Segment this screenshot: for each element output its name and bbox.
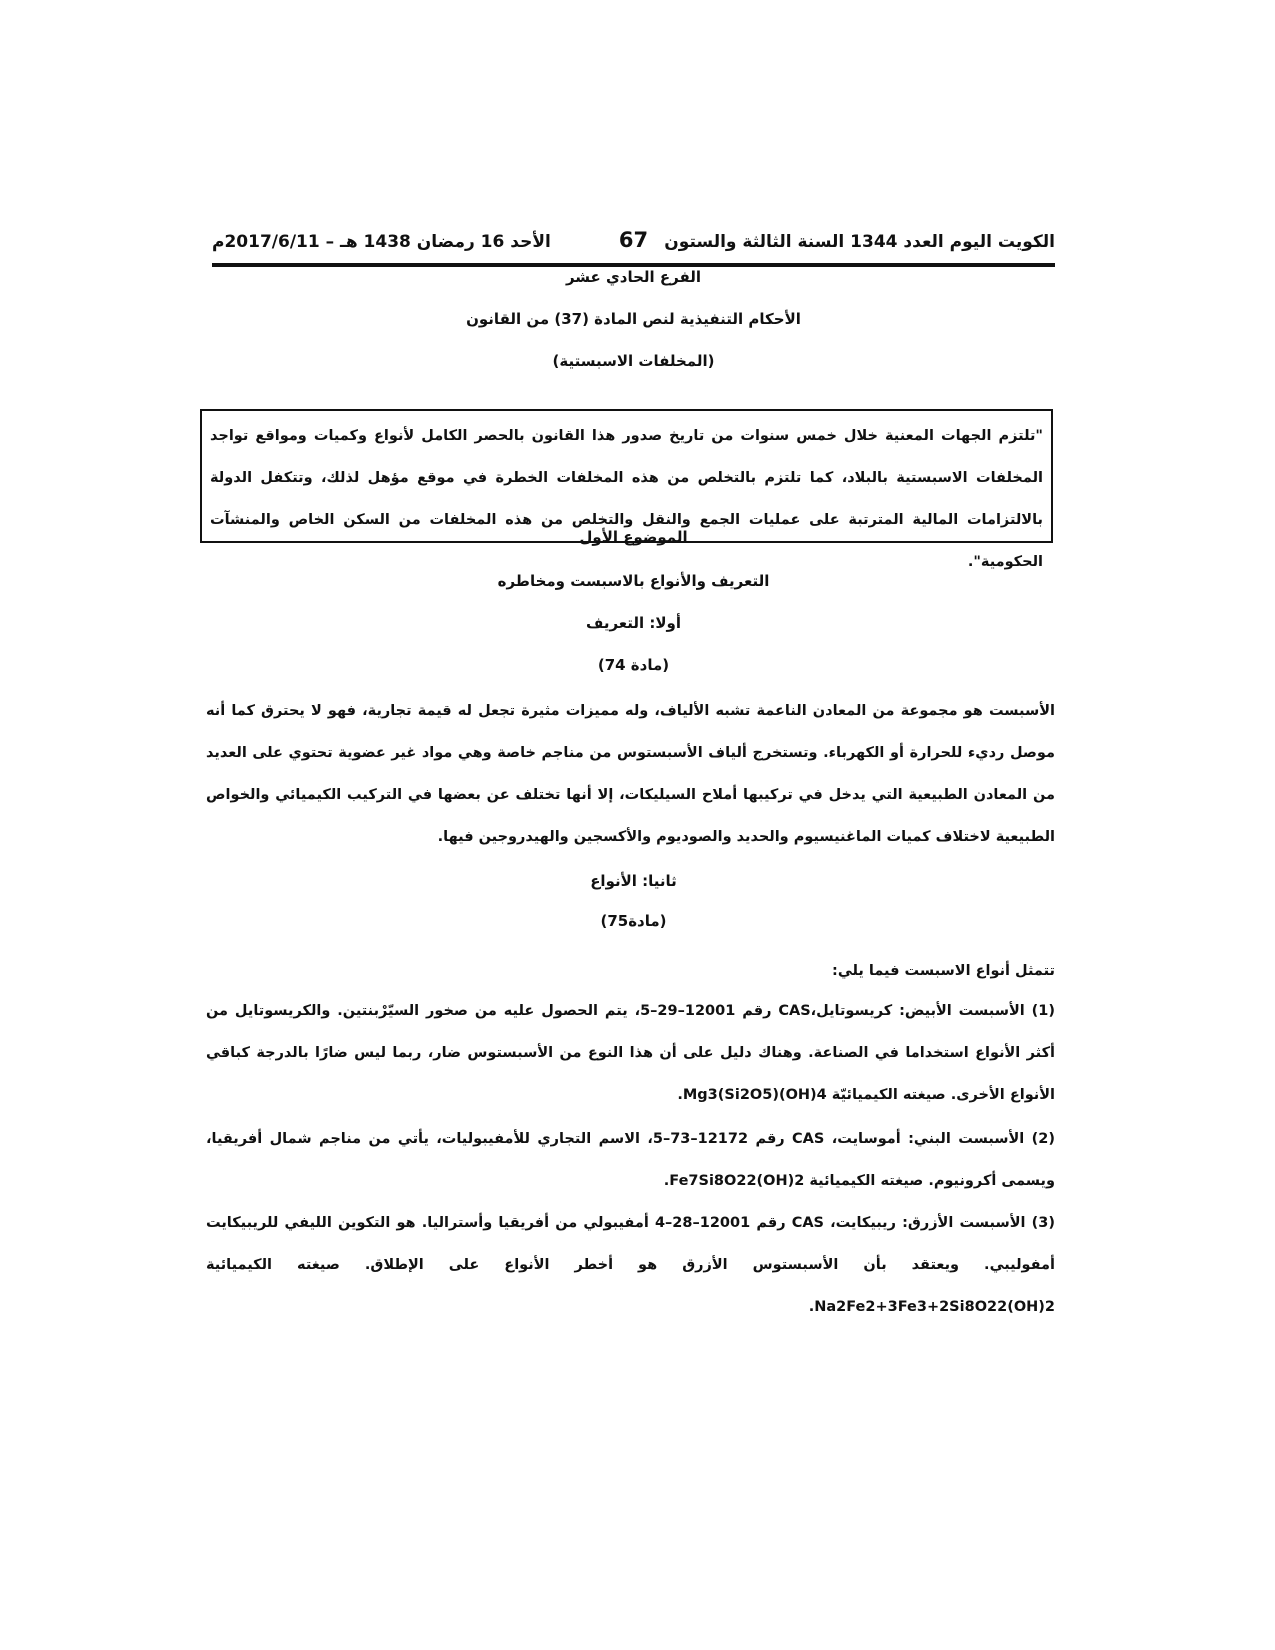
- branch-title: الفرع الحادي عشر: [565, 268, 702, 286]
- definition-heading: أولا: التعريف: [585, 614, 682, 632]
- provisions-title: الأحكام التنفيذية لنص المادة (37) من القانون: [466, 310, 801, 328]
- type-2-brown-asbestos: (2) الأسبست البني: أموسايت، CAS رقم 12172–73–5، الاسم التجاري للأمفيبوليات، يأتي من مناجم شمال أفريقيا، ويسمى أكرونيوم. صيغته الكيميائية Fe7Si8O22(OH)2.: [206, 1131, 1055, 1189]
- header-divider: [212, 263, 1055, 267]
- article-75-label: (مادة75): [600, 912, 667, 930]
- law-quote-box: "تلتزم الجهات المعنية خلال خمس سنوات من تاريخ صدور هذا القانون بالحصر الكامل لأنواع وكميات ومواقع تواجد المخلفات الاسبستية بالبلاد، كما تلتزم بالتخلص من هذه المخلفات الخطرة في موقع مؤهل لذلك، وتتكفل الدولة بالالتزامات المالية المترتبة على عمليات الجمع والنقل والتخلص من هذه المخلفات من السكن الخاص والمنشآت الحكومية".: [200, 409, 1053, 543]
- article-74-label: (مادة 74): [597, 656, 670, 674]
- header-date: الأحد 16 رمضان 1438 هـ – 2017/6/11م: [212, 232, 551, 252]
- header-issue-info: الكويت اليوم العدد 1344 السنة الثالثة والستون: [664, 232, 1055, 252]
- topic-title: الموضوع الأول: [579, 528, 688, 546]
- types-heading: ثانيا: الأنواع: [590, 872, 677, 890]
- page-header: [212, 228, 1055, 258]
- type-3-blue-asbestos: (3) الأسبست الأزرق: ريبيكايت، CAS رقم 12001–28–4 أمفيبولي من أفريقيا وأستراليا. هو التكوين الليفي للريبيكايت أمفوليبي. ويعتقد بأن الأسبستوس الأزرق هو أخطر الأنواع على الإطلاق. صيغته الكيميائية Na2Fe2+3Fe3+2Si8O22(OH)2.: [206, 1215, 1055, 1315]
- topic-subtitle: التعريف والأنواع بالاسبست ومخاطره: [497, 572, 770, 590]
- page-number: 67: [618, 228, 649, 252]
- types-intro: تتمثل أنواع الاسبست فيما يلي:: [832, 963, 1055, 979]
- section-subtitle: (المخلفات الاسبستية): [552, 352, 715, 370]
- type-1-white-asbestos: (1) الأسبست الأبيض: كريسوتايل،CAS رقم 12001–29–5، يتم الحصول عليه من صخور السيّرْبنتين. والكريسوتايل من أكثر الأنواع استخداما في الصناعة. وهناك دليل على أن هذا النوع من الأسبستوس ضار، ربما ليس ضارًا بالدرجة كباقي الأنواع الأخرى. صيغته الكيميائيّة Mg3(Si2O5)(OH)4.: [206, 1003, 1055, 1103]
- definition-paragraph: الأسبست هو مجموعة من المعادن الناعمة تشبه الألياف، وله مميزات مثيرة تجعل له قيمة تجارية، فهو لا يحترق كما أنه موصل رديء للحرارة أو الكهرباء. وتستخرج ألياف الأسبستوس من مناجم خاصة وهي مواد غير عضوية تحتوي على العديد من المعادن الطبيعية التي يدخل في تركيبها أملاح السيليكات، إلا أنها تختلف عن بعضها في التركيب الكيميائي والخواص الطبيعية لاختلاف كميات الماغنيسيوم والحديد والصوديوم والأكسجين والهيدروجين فيها.: [206, 703, 1055, 845]
